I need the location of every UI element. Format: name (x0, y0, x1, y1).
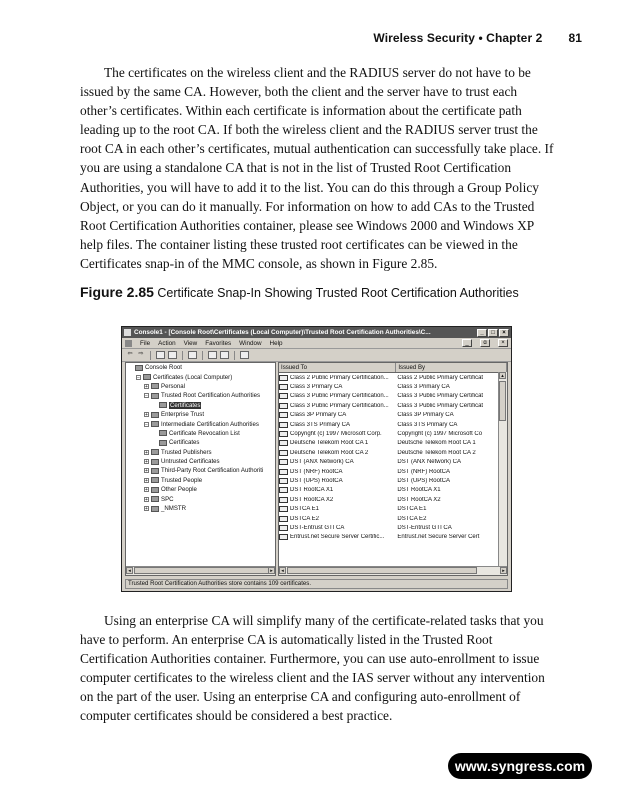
issued-by-cell: Class 3TS Primary CA (397, 421, 458, 428)
expand-icon[interactable]: + (145, 459, 148, 466)
menu-view[interactable]: View (183, 339, 198, 347)
tree-item[interactable] (126, 372, 275, 381)
folder-icon (151, 449, 159, 455)
scroll-up-icon[interactable]: ▴ (499, 372, 506, 379)
issued-by-cell: DSTCA E2 (397, 515, 427, 522)
certificate-list-pane (278, 362, 508, 576)
folder-icon (159, 440, 167, 446)
scroll-right-icon[interactable]: ▸ (268, 567, 275, 574)
folder-icon (135, 365, 143, 371)
issued-by-cell: Class 3 Public Primary Certificat (397, 402, 484, 409)
folder-icon (151, 393, 159, 399)
issued-to-cell: Deutsche Telekom Root CA 1 (290, 440, 369, 447)
tree-item-label: Certificates (170, 401, 201, 409)
collapse-icon[interactable]: − (145, 421, 148, 428)
certificate-icon (279, 487, 288, 493)
tree-item-label: SPC (161, 495, 174, 503)
issued-to-cell: Class 3TS Primary CA (290, 421, 351, 428)
copy-icon[interactable] (188, 351, 197, 359)
menu-action[interactable]: Action (158, 339, 176, 347)
certificate-row[interactable] (279, 382, 507, 391)
issued-by-cell: Class 3 Public Primary Certificat (397, 393, 484, 400)
up-folder-icon[interactable] (156, 351, 165, 359)
issued-to-cell: DST (NRF) RootCA (290, 468, 343, 475)
tree-item[interactable] (126, 476, 275, 485)
certificate-icon (279, 516, 288, 522)
certificate-icon (279, 450, 288, 456)
certificate-row[interactable] (279, 401, 507, 410)
tree-spacer (152, 440, 157, 445)
issued-to-cell: DSTCA E1 (290, 506, 320, 513)
issued-by-cell: Deutsche Telekom Root CA 2 (397, 449, 476, 456)
maximize-button[interactable]: □ (488, 329, 498, 337)
tree-item[interactable] (126, 504, 275, 513)
issued-by-cell: DST-Entrust GTI CA (397, 524, 452, 531)
certificate-icon (279, 384, 288, 390)
certificate-row[interactable] (279, 504, 507, 513)
issued-to-cell: DST (ANX Network) CA (290, 459, 354, 466)
issued-by-cell: DST (UPS) RootCA (397, 477, 450, 484)
certificate-icon (279, 393, 288, 399)
issued-to-cell: Class 3P Primary CA (290, 412, 347, 419)
folder-icon (159, 402, 167, 408)
tree-item-label: Untrusted Certificates (161, 458, 220, 466)
expand-icon[interactable]: + (145, 496, 148, 503)
certificate-row[interactable] (279, 533, 507, 542)
tree-item-label: Intermediate Certification Authorities (161, 420, 259, 428)
scroll-thumb[interactable] (134, 567, 276, 574)
folder-icon (151, 477, 159, 483)
mmc-screenshot (121, 326, 512, 592)
issued-by-cell: Deutsche Telekom Root CA 1 (397, 440, 476, 447)
tree-item[interactable] (126, 391, 275, 400)
tree-item-label: Certificates (Local Computer) (153, 373, 233, 381)
body-paragraph-1 (80, 63, 557, 273)
collapse-icon[interactable]: − (137, 374, 140, 381)
tree-item-label: Certificate Revocation List (169, 429, 240, 437)
tree-pane (125, 362, 276, 576)
menu-favorites[interactable]: Favorites (205, 339, 232, 347)
menu-window[interactable]: Window (239, 339, 262, 347)
issued-to-cell: Class 2 Public Primary Certification... (290, 374, 389, 381)
toolbar (122, 349, 511, 362)
certificate-row[interactable] (279, 439, 507, 448)
issued-to-cell: Entrust.net Secure Server Certific... (290, 534, 385, 541)
folder-icon (151, 496, 159, 502)
app-menu-icon[interactable] (125, 340, 132, 347)
tree-item[interactable] (126, 401, 275, 410)
issued-to-cell: Class 3 Public Primary Certification... (290, 393, 389, 400)
scroll-left-icon[interactable]: ◂ (126, 567, 133, 574)
expand-icon[interactable]: + (145, 487, 148, 494)
issued-by-cell: DST RootCA X1 (397, 487, 441, 494)
tree-spacer (128, 365, 133, 370)
scroll-left-icon[interactable]: ◂ (279, 567, 286, 574)
certificate-row[interactable] (279, 458, 507, 467)
issued-by-cell: DST (NRF) RootCA (397, 468, 450, 475)
tree-item[interactable] (126, 363, 275, 372)
tree-item-label: Other People (161, 486, 197, 494)
tree-item-label: Personal (161, 382, 186, 390)
certificate-icon (279, 506, 288, 512)
tree-item[interactable] (126, 485, 275, 494)
certificate-icon (279, 459, 288, 465)
issued-to-cell: Class 3 Primary CA (290, 384, 343, 391)
issued-by-cell: DST RootCA X2 (397, 496, 441, 503)
tree-item[interactable] (126, 457, 275, 466)
issued-to-cell: DSTCA E2 (290, 515, 320, 522)
child-max-button[interactable]: ɑ (480, 339, 490, 347)
certificate-icon (279, 422, 288, 428)
tree-item[interactable] (126, 494, 275, 503)
paragraph-text-2: Using an enterprise CA will simplify many of the certificate-related tasks that you have to perform. An enterprise CA is automatically listed in the Trusted Root Certification Authorities container. Furthermore, you can use auto-enrollment to issue computer certificates to the wireless client and the IAS server without any intervention on the part of the user. Using an enterprise CA and configuring auto-enrollment of computer certificates should be considered a best practice. (80, 613, 545, 724)
toolbar-separator (150, 351, 151, 360)
scroll-right-icon[interactable]: ▸ (500, 567, 507, 574)
issued-to-cell: Deutsche Telekom Root CA 2 (290, 449, 369, 456)
issued-to-cell: DST-Entrust GTI CA (290, 524, 345, 531)
child-close-button[interactable]: × (498, 339, 508, 347)
certificate-icon (279, 440, 288, 446)
certificate-row[interactable] (279, 514, 507, 523)
figure-label: Figure 2.85 (80, 284, 154, 300)
certificate-row[interactable] (279, 448, 507, 457)
expand-icon[interactable]: + (145, 506, 148, 513)
issued-to-cell: Class 3 Public Primary Certification... (290, 402, 389, 409)
folder-icon (151, 487, 159, 493)
tree-item[interactable] (126, 419, 275, 428)
certificate-row[interactable] (279, 392, 507, 401)
tree-item-label: _NMSTR (161, 505, 187, 513)
running-title: Wireless Security • Chapter 2 (373, 31, 543, 45)
certificate-row[interactable] (279, 486, 507, 495)
issued-by-cell: Class 2 Public Primary Certificat (397, 374, 484, 381)
page-number: 81 (568, 31, 582, 45)
website-badge: www.syngress.com (448, 753, 592, 779)
menu-file[interactable]: File (140, 339, 151, 347)
folder-icon (159, 430, 167, 436)
certificate-icon (279, 469, 288, 475)
tree-horizontal-scrollbar[interactable] (126, 566, 275, 575)
list-vertical-scrollbar[interactable] (498, 372, 507, 567)
tree-item-label: Trusted Root Certification Authorities (161, 392, 261, 400)
certificate-icon (279, 478, 288, 484)
issued-by-cell: Class 3P Primary CA (397, 412, 454, 419)
issued-to-cell: Copyright (c) 1997 Microsoft Corp. (290, 431, 382, 438)
issued-by-cell: Class 3 Primary CA (397, 384, 450, 391)
tree-item-label: Trusted Publishers (161, 448, 212, 456)
help-icon[interactable] (240, 351, 249, 359)
expand-icon[interactable]: + (145, 383, 148, 390)
certificate-icon (279, 525, 288, 531)
paragraph-text-1: The certificates on the wireless client and the RADIUS server do not have to be issued by the same CA. However, both the client and the server have to trust each other’s certificates. Within each certificate is information about the certificate path leading up to the root CA. If both the wireless client and the RADIUS server trust the root CA in each other’s certificates, mutual authentication can successfully take place. If you are using a standalone CA that is not in the list of Trusted Root Certification Authorities, you will have to add it to the list. You can do this through a Group Policy Object, or you can do it manually. For information on how to add CAs to the Trusted Root Certification Authorities container, please see Windows 2000 and Windows XP help files. The container listing these trusted root certificates can be viewed in the Certificates snap-in of the MMC console, as shown in Figure 2.85. (80, 65, 554, 271)
back-arrow-icon[interactable]: ⇦ (127, 351, 133, 357)
status-bar: Trusted Root Certification Authorities store contains 109 certificates. (125, 579, 508, 589)
folder-icon (151, 412, 159, 418)
scroll-thumb[interactable] (499, 381, 506, 421)
toolbar-separator (234, 351, 235, 360)
tree-spacer (152, 403, 157, 408)
export-list-icon[interactable] (220, 351, 229, 359)
column-issued-to[interactable]: Issued To (279, 363, 396, 372)
column-issued-by[interactable]: Issued By (396, 363, 507, 372)
close-button[interactable]: × (499, 329, 509, 337)
certificate-row[interactable] (279, 467, 507, 476)
folder-icon (143, 374, 151, 380)
properties-icon[interactable] (208, 351, 217, 359)
figure-caption (80, 284, 540, 302)
collapse-icon[interactable]: − (145, 393, 148, 400)
issued-by-cell: Copyright (c) 1997 Microsoft Co (397, 431, 483, 438)
console-panes (125, 362, 508, 576)
certificate-icon (279, 412, 288, 418)
tree-item-label: Trusted People (161, 476, 203, 484)
issued-by-cell: Entrust.net Secure Server Cert (397, 534, 480, 541)
menu-help[interactable]: Help (269, 339, 283, 347)
list-horizontal-scrollbar[interactable] (279, 566, 507, 575)
list-header (279, 363, 507, 373)
certificate-row[interactable] (279, 420, 507, 429)
tree-item-label: Enterprise Trust (161, 411, 205, 419)
expand-icon[interactable]: + (145, 412, 148, 419)
tree-item[interactable] (126, 382, 275, 391)
forward-arrow-icon[interactable]: ⇨ (138, 351, 144, 357)
tree-item[interactable] (126, 410, 275, 419)
tree-item[interactable] (126, 429, 275, 438)
certificate-row[interactable] (279, 495, 507, 504)
certificate-row[interactable] (279, 429, 507, 438)
issued-to-cell: DST RootCA X1 (290, 487, 334, 494)
tree-item-label: Certificates (169, 439, 200, 447)
certificate-icon (279, 497, 288, 503)
expand-icon[interactable]: + (145, 477, 148, 484)
certificate-icon (279, 431, 288, 437)
menu-bar (122, 338, 511, 349)
folder-icon (151, 459, 159, 465)
toolbar-separator (182, 351, 183, 360)
child-min-button[interactable]: _ (462, 339, 472, 347)
running-header (373, 31, 582, 45)
issued-to-cell: DST RootCA X2 (290, 496, 334, 503)
folder-icon (151, 383, 159, 389)
issued-by-cell: DSTCA E1 (397, 506, 427, 513)
certificate-icon (279, 375, 288, 381)
tree-item[interactable] (126, 438, 275, 447)
issued-to-cell: DST (UPS) RootCA (290, 477, 343, 484)
certificate-icon (279, 534, 288, 540)
tree-item-label: Console Root (145, 364, 182, 372)
folder-icon (151, 468, 159, 474)
expand-icon[interactable]: + (145, 468, 148, 475)
body-paragraph-2 (80, 611, 557, 726)
tree-item[interactable] (126, 466, 275, 475)
issued-by-cell: DST (ANX Network) CA (397, 459, 461, 466)
window-titlebar (122, 327, 511, 338)
tree-item-label: Third-Party Root Certification Authoriti (161, 467, 264, 475)
tree-spacer (152, 431, 157, 436)
console-icon (124, 329, 131, 336)
scroll-thumb[interactable] (287, 567, 477, 574)
certificate-row[interactable] (279, 373, 507, 382)
certificate-row[interactable] (279, 411, 507, 420)
certificate-row[interactable] (279, 476, 507, 485)
certificate-icon (279, 403, 288, 409)
folder-icon (151, 421, 159, 427)
minimize-button[interactable]: _ (477, 329, 487, 337)
show-hide-tree-icon[interactable] (168, 351, 177, 359)
folder-icon (151, 506, 159, 512)
expand-icon[interactable]: + (145, 449, 148, 456)
tree-item[interactable] (126, 448, 275, 457)
toolbar-separator (202, 351, 203, 360)
window-title: Console1 - [Console Root\Certificates (Local Computer)\Trusted Root Certification Authorities\C... (134, 329, 431, 336)
certificate-row[interactable] (279, 523, 507, 532)
figure-caption-text: Certificate Snap-In Showing Trusted Root Certification Authorities (157, 286, 519, 300)
